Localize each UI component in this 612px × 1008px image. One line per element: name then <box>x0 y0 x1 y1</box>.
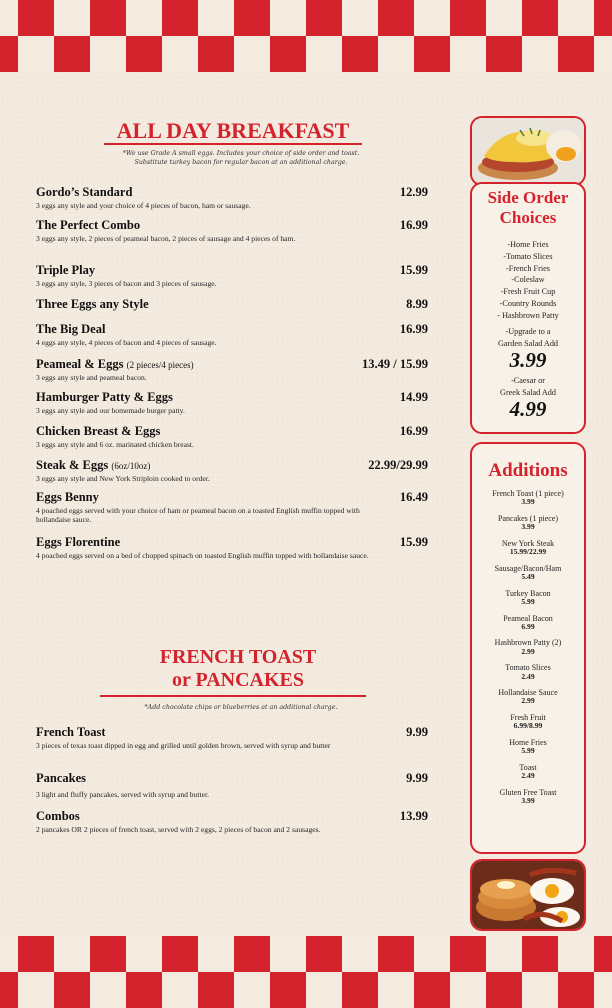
salad-upgrade: -Upgrade to a Garden Salad Add <box>497 327 559 348</box>
item-description: 3 light and fluffy pancakes, served with syrup and butter. <box>36 790 209 799</box>
pancakes-photo <box>470 859 586 931</box>
addition-item: New York Steak 15.99/22.99 <box>501 538 555 556</box>
toast-rule <box>100 695 366 697</box>
toast-heading-line2: or PANCAKES <box>171 669 305 691</box>
item-portion: (6oz/10oz) <box>111 461 151 471</box>
item-description: 3 eggs any style and our homemade burger patty. <box>36 406 185 415</box>
item-name: Eggs Florentine <box>36 535 121 549</box>
side-order-item: -Tomato Slices <box>503 251 553 261</box>
menu-item <box>36 771 428 799</box>
additions-list <box>472 489 584 806</box>
addition-item: Hashbrown Patty (2) 2.99 <box>494 638 562 656</box>
menu-item <box>36 322 428 347</box>
item-price: 8.99 <box>406 297 428 311</box>
item-name: Hamburger Patty & Eggs <box>36 390 173 404</box>
breakfast-note-line2: Substitute turkey bacon for regular bacon at an additional charge. <box>134 158 348 166</box>
addition-item: Sausage/Bacon/Ham 5.49 <box>494 563 562 581</box>
menu-item <box>36 390 428 415</box>
additions-title: Additions <box>488 460 568 481</box>
menu-item <box>36 535 428 560</box>
side-order-title-line2: Choices <box>499 208 557 228</box>
addition-item: French Toast (1 piece) 3.99 <box>492 489 564 507</box>
item-price: 13.49 / 15.99 <box>362 357 428 371</box>
item-description: 4 eggs any style, 4 pieces of bacon and 4 pieces of sausage. <box>36 338 217 347</box>
side-order-panel <box>470 182 586 434</box>
item-portion: (2 pieces/4 pieces) <box>126 360 194 370</box>
salad-upgrade-price: 3.99 <box>509 347 547 372</box>
item-price: 15.99 <box>399 535 428 549</box>
addition-item: Toast 2.49 <box>519 762 537 781</box>
caesar-upgrade-price: 4.99 <box>509 397 547 422</box>
item-description: 3 eggs any style, 2 pieces of peameal bacon, 2 pieces of sausage and 4 pieces of ham. <box>36 234 296 243</box>
checker-border-top <box>0 0 612 72</box>
caesar-upgrade: -Caesar or Greek Salad Add <box>500 376 556 397</box>
side-order-item: -Fresh Fruit Cup <box>500 287 556 297</box>
side-order-item: -Country Rounds <box>499 299 557 309</box>
item-name: Three Eggs any Style <box>36 297 149 311</box>
item-description: 3 eggs any style and peameal bacon. <box>36 373 147 382</box>
menu-item <box>36 424 428 449</box>
item-name: Peameal & Eggs <box>36 357 124 371</box>
toast-heading-line1: FRENCH TOAST <box>159 646 317 668</box>
item-name: Triple Play <box>36 263 96 277</box>
addition-item: Gluten Free Toast 3.99 <box>499 787 557 806</box>
menu-item <box>36 458 428 483</box>
side-order-item: - Hashbrown Patty <box>497 311 559 321</box>
item-description: 3 eggs any style and your choice of 4 pieces of bacon, ham or sausage. <box>36 201 251 210</box>
item-description: 2 pancakes OR 2 pieces of french toast, served with 2 eggs, 2 pieces of bacon and 2 sausages. <box>36 825 321 834</box>
breakfast-note <box>96 150 386 167</box>
checker-border-bottom <box>0 936 612 1008</box>
eggs-benny-photo <box>470 116 586 186</box>
menu-item <box>36 218 428 243</box>
item-name: French Toast <box>36 725 106 739</box>
side-order-item: -Home Fries <box>507 239 549 249</box>
menu-item <box>36 725 428 750</box>
item-description: 3 eggs any style and 6 oz. marinated chicken breast. <box>36 440 194 449</box>
addition-item: Pancakes (1 piece) 3.99 <box>498 513 558 532</box>
item-name: Gordo’s Standard <box>36 185 133 199</box>
addition-item: Peameal Bacon 6.99 <box>503 613 553 631</box>
menu-item <box>36 809 428 834</box>
additions-panel <box>470 442 586 854</box>
item-description: 4 poached eggs served on a bed of chopped spinach on toasted English muffin topped with hollandaise sauce. <box>36 551 369 560</box>
item-price: 9.99 <box>406 771 428 785</box>
pancakes-eggs-image <box>472 861 584 929</box>
item-description: 3 eggs any style and New York Striploin cooked to order. <box>36 474 210 483</box>
breakfast-note-line1: *We use Grade A small eggs. Includes your choice of side order and toast. <box>122 150 360 157</box>
item-name: Combos <box>36 809 80 823</box>
menu-item <box>36 263 428 288</box>
item-name: Pancakes <box>36 771 86 785</box>
item-description: 4 poached eggs served with your choice of ham or peameal bacon on a toasted English muffin topped with hollandaise sauce. <box>36 506 360 525</box>
toast-heading <box>108 646 368 692</box>
item-price: 16.99 <box>399 322 428 336</box>
item-price: 15.99 <box>399 263 428 277</box>
addition-item: Home Fries 5.99 <box>509 738 547 756</box>
item-price: 16.99 <box>399 424 428 438</box>
item-name: Eggs Benny <box>36 490 99 504</box>
addition-item: Tomato Slices 2.49 <box>505 663 551 681</box>
item-price: 14.99 <box>399 390 428 404</box>
toast-note: *Add chocolate chips or blueberries at an additional charge. <box>144 704 338 711</box>
menu-item <box>36 185 428 210</box>
addition-item: Fresh Fruit 6.99/8.99 <box>510 713 546 731</box>
addition-item: Turkey Bacon 5.99 <box>505 588 551 606</box>
item-description: 3 eggs any style, 3 pieces of bacon and 3 pieces of sausage. <box>36 279 217 288</box>
eggs-benny-image <box>472 118 584 184</box>
menu-item <box>36 297 428 312</box>
side-order-item: -French Fries <box>506 263 550 273</box>
side-order-title-line1: Side Order <box>487 188 569 207</box>
item-price: 12.99 <box>399 185 428 199</box>
side-order-list <box>472 239 584 322</box>
item-description: 3 pieces of texas toast dipped in egg and grilled until golden brown, served with syrup and butter <box>36 741 331 750</box>
item-price: 16.99 <box>399 218 428 232</box>
item-name: The Perfect Combo <box>36 218 141 232</box>
side-order-item: -Coleslaw <box>511 275 545 285</box>
item-price: 9.99 <box>406 725 428 739</box>
item-price: 16.49 <box>399 490 428 504</box>
item-price: 22.99/29.99 <box>368 458 428 472</box>
breakfast-heading: ALL DAY BREAKFAST <box>116 118 350 143</box>
menu-item <box>36 357 428 382</box>
breakfast-rule <box>104 143 362 145</box>
menu-item <box>36 490 428 525</box>
addition-item: Hollandaise Sauce 2.99 <box>498 688 558 706</box>
item-price: 13.99 <box>399 809 428 823</box>
item-name: The Big Deal <box>36 322 106 336</box>
item-name: Chicken Breast & Eggs <box>36 424 161 438</box>
item-name: Steak & Eggs <box>36 458 109 472</box>
